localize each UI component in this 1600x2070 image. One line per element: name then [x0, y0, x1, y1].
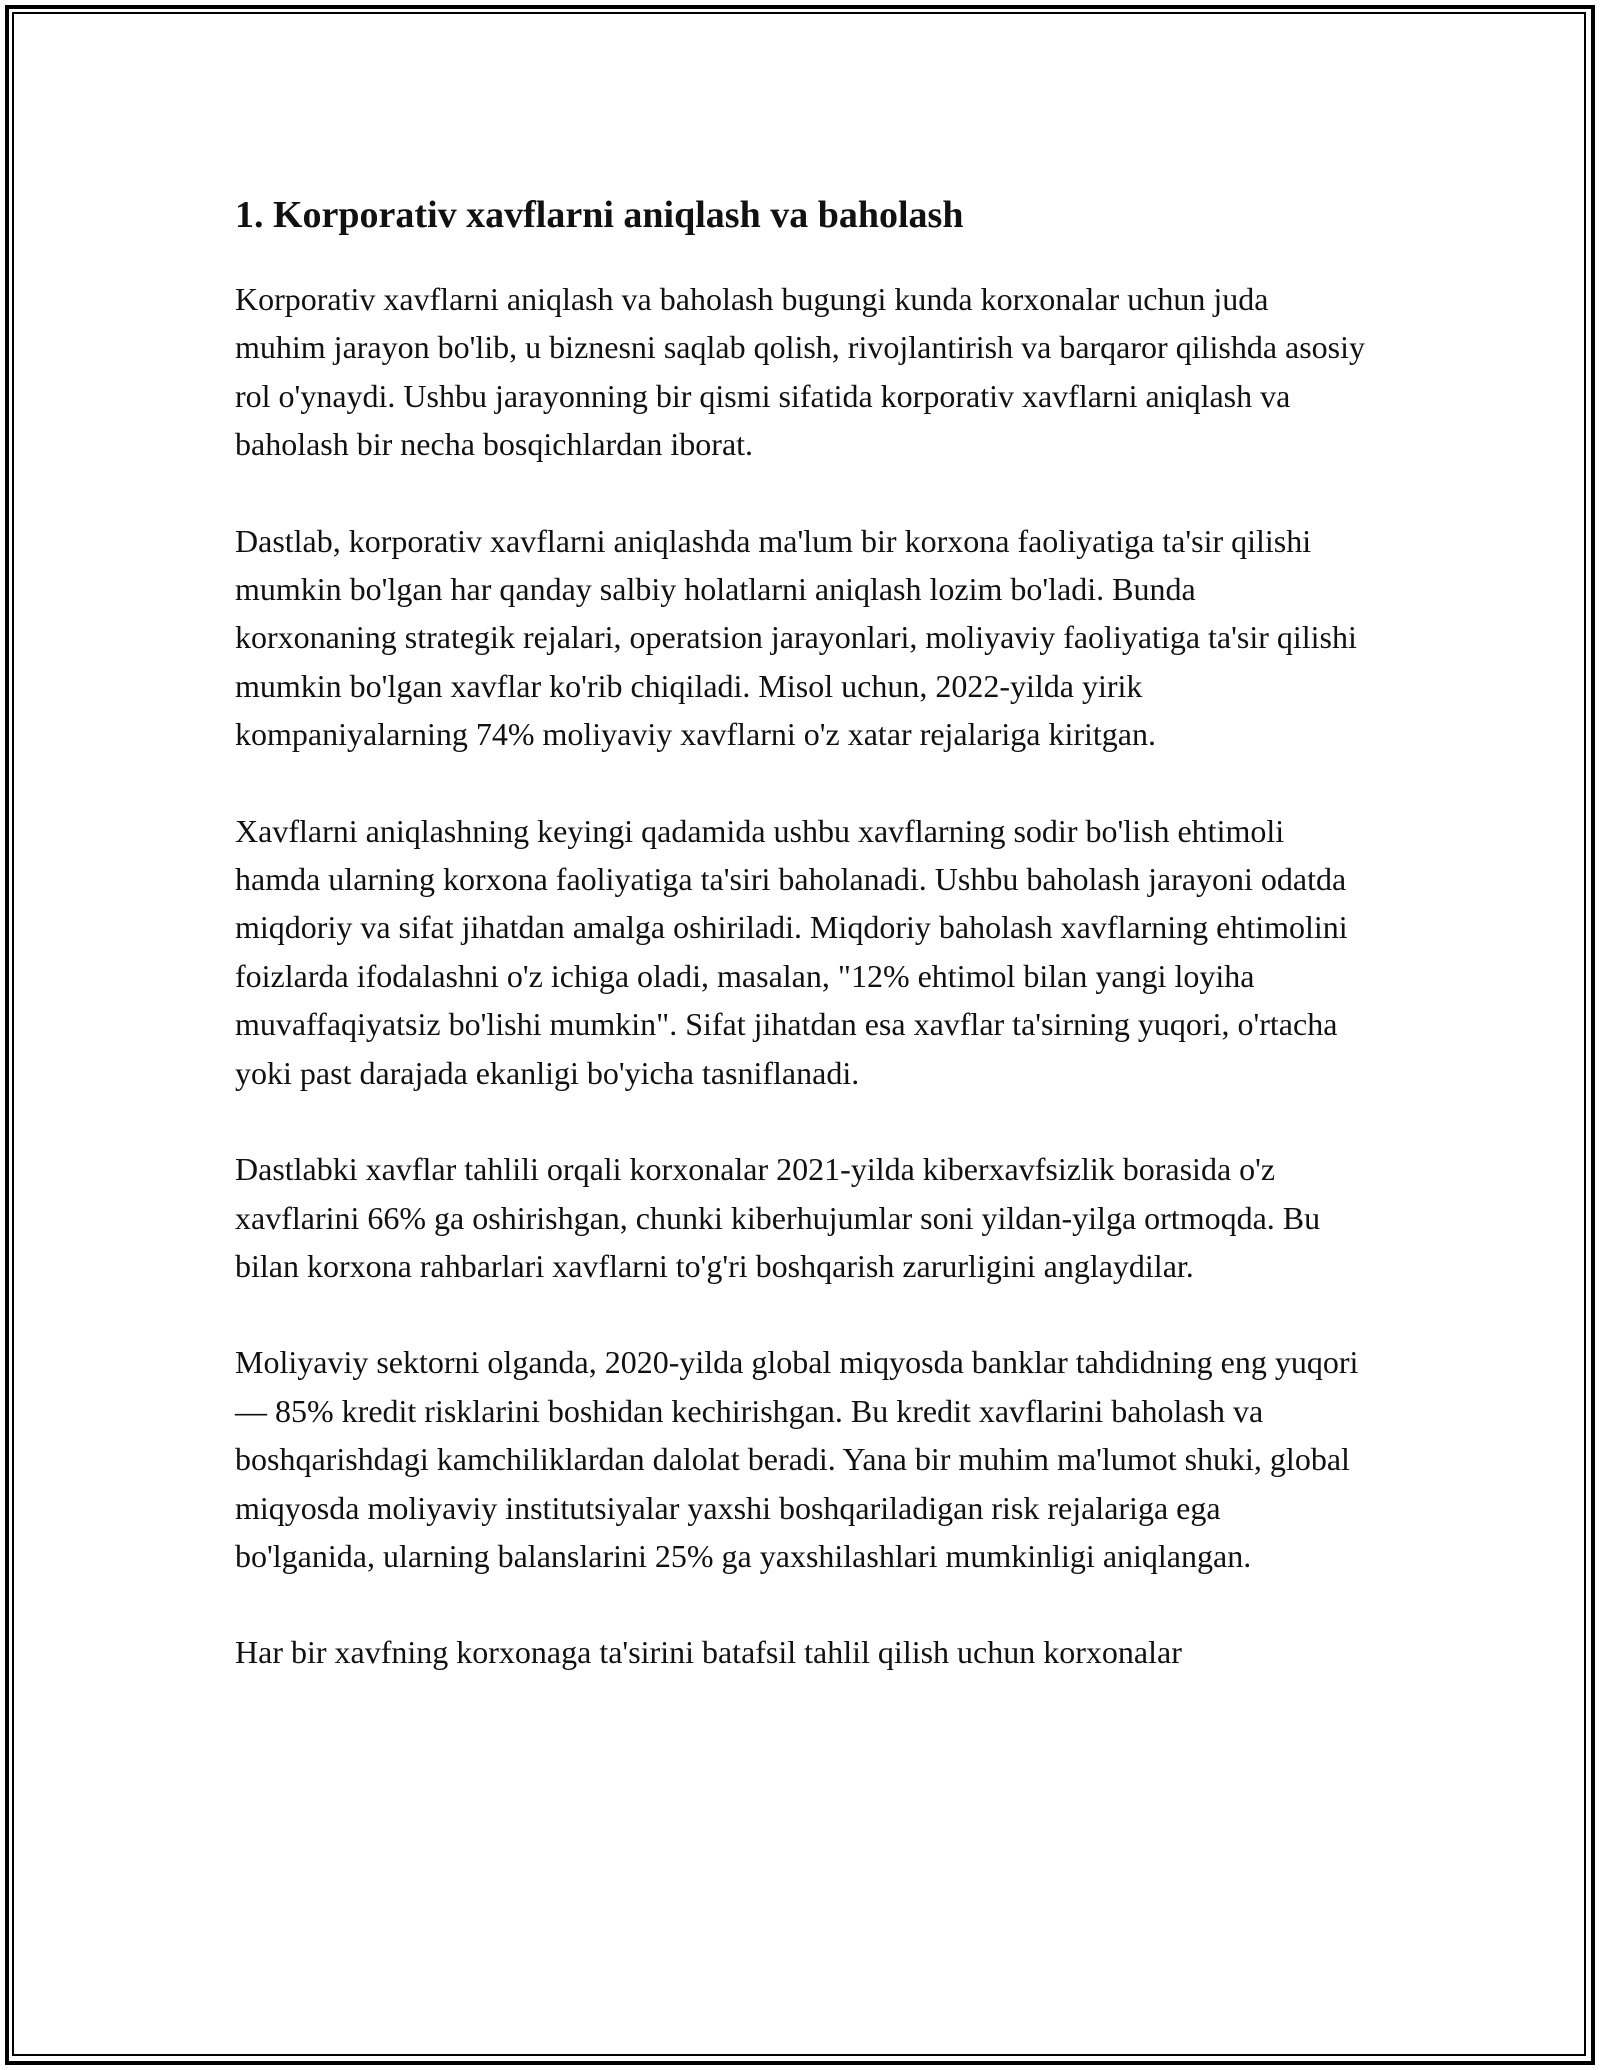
document-body — [235, 185, 1365, 1725]
paragraph-3: Xavflarni aniqlashning keyingi qadamida ushbu xavflarning sodir bo'lish ehtimoli hamda ularning korxona faoliyatiga ta'siri baholanadi. Ushbu baholash jarayoni odatda miqdoriy va sifat jihatdan amalga oshiriladi. Miqdoriy baholash xavflarning ehtimolini foizlarda ifodalashni o'z ichiga oladi, masalan, "12% ehtimol bilan yangi loyiha muvaffaqiyatsiz bo'lishi mumkin". Sifat jihatdan esa xavflar ta'sirning yuqori, o'rtacha yoki past darajada ekanligi bo'yicha tasniflanadi. — [235, 812, 1348, 1091]
paragraph-5: Moliyaviy sektorni olganda, 2020-yilda global miqyosda banklar tahdidning eng yuqori — 85% kredit risklarini boshidan kechirishgan. Bu kredit xavflarini baholash va boshqarishdagi kamchiliklardan dalolat beradi. Yana bir muhim ma'lumot shuki, global miqyosda moliyaviy institutsiyalar yaxshi boshqariladigan risk rejalariga ega bo'lganida, ularning balanslarini 25% ga yaxshilashlari mumkinligi aniqlangan. — [235, 1344, 1359, 1574]
paragraph-1: Korporativ xavflarni aniqlash va baholash bugungi kunda korxonalar uchun juda muhim jarayon bo'lib, u biznesni saqlab qolish, rivojlantirish va barqaror qilishda asosiy rol o'ynaydi. Ushbu jarayonning bir qismi sifatida korporativ xavflarni aniqlash va baholash bir necha bosqichlardan iborat. — [235, 281, 1366, 463]
paragraph-4: Dastlabki xavflar tahlili orqali korxonalar 2021-yilda kiberxavfsizlik borasida o'z xavflarini 66% ga oshirishgan, chunki kiberhujumlar soni yildan-yilga ortmoqda. Bu bilan korxona rahbarlari xavflarni to'g'ri boshqarish zarurligini anglaydilar. — [235, 1151, 1321, 1284]
paragraph-2: Dastlab, korporativ xavflarni aniqlashda ma'lum bir korxona faoliyatiga ta'sir qilishi mumkin bo'lgan har qanday salbiy holatlarni aniqlash lozim bo'ladi. Bunda korxonaning strategik rejalari, operatsion jarayonlari, moliyaviy faoliyatiga ta'sir qilishi mumkin bo'lgan xavflar ko'rib chiqiladi. Misol uchun, 2022-yilda yirik kompaniyalarning 74% moliyaviy xavflarni o'z xatar rejalariga kiritgan. — [235, 522, 1357, 753]
paragraph-6: Har bir xavfning korxonaga ta'sirini batafsil tahlil qilish uchun korxonalar — [235, 1634, 1182, 1671]
section-title: 1. Korporativ xavflarni aniqlash va baholash — [235, 194, 964, 236]
